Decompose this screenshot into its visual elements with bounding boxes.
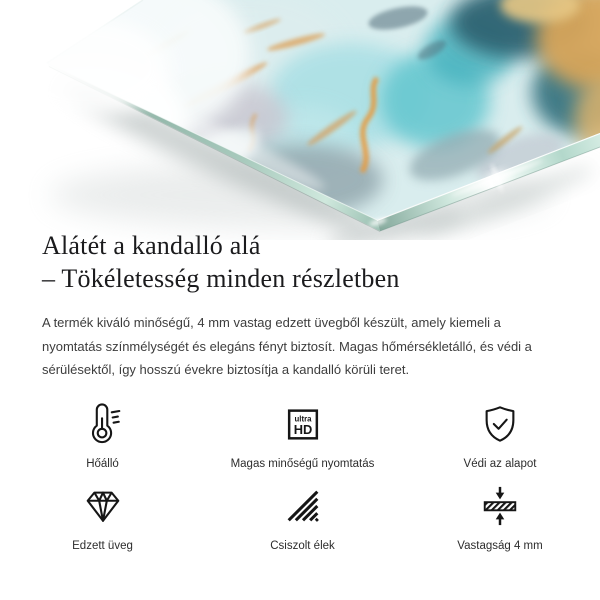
- feature-polished-edges: [205, 482, 400, 552]
- feature-label: Vastagság 4 mm: [457, 540, 543, 552]
- feature-label: Magas minőségű nyomtatás: [230, 458, 375, 470]
- page-title-line1: Alátét a kandalló alá: [42, 231, 261, 260]
- page-title-line2: – Tökéletesség minden részletben: [42, 264, 400, 293]
- thickness-icon: [479, 482, 521, 530]
- polished-edges-icon: [282, 482, 324, 530]
- diamond-icon: [82, 482, 124, 530]
- feature-print-quality: [205, 400, 400, 470]
- product-glass-image: [0, 0, 600, 240]
- feature-label: Védi az alapot: [463, 458, 537, 470]
- product-description: A termék kiváló minőségű, 4 mm vastag edzett üvegből készült, amely kiemeli a nyomtatás színmélységét és elegáns fényt biztosít. Magas hőmérsékletálló, és védi a sérülésektől, így hosszú évekre biztosítja a kandalló körüli teret.: [42, 315, 532, 377]
- feature-grid: [0, 400, 600, 552]
- feature-label: Hőálló: [86, 458, 119, 470]
- feature-protects-base: [400, 400, 600, 470]
- glass-panel-graphic: [0, 0, 600, 240]
- shield-check-icon: [479, 400, 521, 448]
- svg-text:HD: HD: [293, 422, 312, 438]
- feature-label: Csiszolt élek: [270, 540, 335, 552]
- feature-heat-resistant: [0, 400, 205, 470]
- feature-label: Edzett üveg: [72, 540, 133, 552]
- thermometer-icon: [82, 400, 124, 448]
- feature-tempered-glass: [0, 482, 205, 552]
- feature-thickness: [400, 482, 600, 552]
- overexposure-fade: [0, 18, 170, 118]
- page-title: [42, 229, 400, 295]
- ultra-hd-icon: [282, 400, 324, 448]
- svg-text:ultra: ultra: [294, 414, 311, 424]
